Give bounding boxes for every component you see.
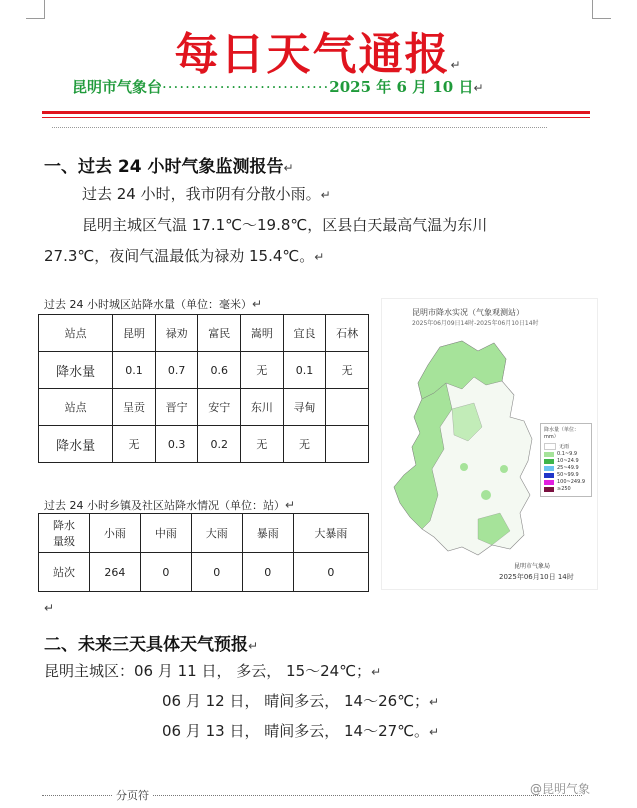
level-label-line2: 量级 <box>52 535 75 548</box>
map-title: 昆明市降水实况（气象观测站） <box>412 308 524 317</box>
crop-mark-top-right <box>592 0 611 19</box>
row-label: 站点 <box>39 315 113 352</box>
station-cell: 禄劝 <box>155 315 198 352</box>
map-legend <box>540 423 592 497</box>
row-label: 降水量 <box>39 426 113 463</box>
map-footer-org: 昆明市气象局 <box>514 563 551 570</box>
station-cell: 嵩明 <box>241 315 284 352</box>
paragraph-mark: ↵ <box>285 498 296 512</box>
section1-line2-text: 昆明主城区气温 17.1℃～19.8℃，区县白天最高气温为东川 <box>82 216 488 234</box>
table-row <box>39 426 369 463</box>
level-cell: 小雨 <box>89 514 140 553</box>
rain-cell: 0.6 <box>198 352 241 389</box>
legend-label: ≥250 <box>557 486 571 492</box>
level-cell: 大暴雨 <box>293 514 368 553</box>
station-cell: 石林 <box>326 315 369 352</box>
rain-cell: 无 <box>241 426 284 463</box>
table-row <box>39 514 369 553</box>
forecast-line-3 <box>162 720 439 741</box>
rain-cell: 0.1 <box>283 352 326 389</box>
rain-cell: 0.2 <box>198 426 241 463</box>
rain-cell <box>326 426 369 463</box>
paragraph-mark: ↵ <box>450 58 463 72</box>
legend-title: 降水量（单位：mm） <box>544 427 580 440</box>
paragraph-mark: ↵ <box>283 161 294 175</box>
issuer-dots: ····························· <box>162 78 330 96</box>
issuer-line <box>72 76 572 97</box>
table2-caption <box>44 497 295 513</box>
station-cell: 晋宁 <box>155 389 198 426</box>
forecast-line-2 <box>162 690 439 711</box>
legend-item <box>544 479 588 485</box>
section2-heading-text: 二、未来三天具体天气预报 <box>44 635 248 655</box>
count-cell: 0 <box>140 553 191 592</box>
legend-item <box>544 443 588 450</box>
map-subtitle: 2025年06月09日14时-2025年06月10日14时 <box>412 320 539 327</box>
rain-cell: 无 <box>113 426 156 463</box>
map-rain-spot <box>500 465 508 473</box>
forecast-area: 昆明主城区： <box>44 662 135 680</box>
count-cell: 264 <box>89 553 140 592</box>
legend-label: 0.1~9.9 <box>557 451 578 457</box>
legend-label: 25~49.9 <box>557 465 579 471</box>
rain-cell: 无 <box>241 352 284 389</box>
forecast-text: 06 月 13 日， 晴间多云， 14～27℃。 <box>162 722 430 740</box>
section1-line1 <box>82 183 331 204</box>
paragraph-mark: ↵ <box>473 81 484 95</box>
legend-label: 50~99.9 <box>557 472 579 478</box>
row-label: 站点 <box>39 389 113 426</box>
legend-label: 100~249.9 <box>557 479 586 485</box>
paragraph-mark: ↵ <box>429 695 440 709</box>
issuer-name: 昆明市气象台 <box>72 78 163 96</box>
watermark: @昆明气象 <box>530 782 591 796</box>
legend-swatch <box>544 473 554 478</box>
paragraph-mark: ↵ <box>371 665 382 679</box>
table-row <box>39 352 369 389</box>
rain-cell: 0.3 <box>155 426 198 463</box>
section1-line3 <box>44 245 324 266</box>
station-cell: 呈贡 <box>113 389 156 426</box>
level-cell: 暴雨 <box>242 514 293 553</box>
section1-heading <box>44 152 294 177</box>
station-cell <box>326 389 369 426</box>
row-label: 降水量 <box>39 352 113 389</box>
legend-swatch <box>544 480 554 485</box>
map-rain-spot <box>481 490 491 500</box>
legend-item <box>544 465 588 471</box>
legend-swatch <box>544 459 554 464</box>
map-footer-time: 2025年06月10日 14时 <box>499 573 574 581</box>
empty-paragraph <box>44 598 54 616</box>
station-cell: 富民 <box>198 315 241 352</box>
issue-date: 2025 年 6 月 10 日 <box>329 78 474 96</box>
paragraph-mark: ↵ <box>248 639 259 653</box>
map-rain-spot <box>460 463 468 471</box>
urban-rainfall-table <box>38 314 369 463</box>
rain-cell: 无 <box>283 426 326 463</box>
legend-swatch <box>544 466 554 471</box>
rainfall-map <box>381 298 598 590</box>
legend-label: 10~24.9 <box>557 458 579 464</box>
section1-heading-text: 一、过去 24 小时气象监测报告 <box>44 157 284 177</box>
rain-cell: 0.7 <box>155 352 198 389</box>
rain-cell: 0.1 <box>113 352 156 389</box>
crop-mark-top-left <box>26 0 45 19</box>
document-title-text: 每日天气通报 <box>174 29 451 80</box>
table2-caption-text: 过去 24 小时乡镇及社区站降水情况（单位：站） <box>44 499 285 512</box>
forecast-line-1 <box>44 660 381 681</box>
count-cell: 0 <box>293 553 368 592</box>
page-break-label: 分页符 <box>112 787 153 803</box>
station-cell: 安宁 <box>198 389 241 426</box>
count-cell: 0 <box>191 553 242 592</box>
legend-swatch <box>544 443 556 450</box>
forecast-text: 06 月 11 日， 多云， 15～24℃； <box>134 662 372 680</box>
township-rainfall-table <box>38 513 369 592</box>
level-cell: 大雨 <box>191 514 242 553</box>
level-cell: 中雨 <box>140 514 191 553</box>
red-rule-thin <box>42 117 590 118</box>
forecast-text: 06 月 12 日， 晴间多云， 14～26℃； <box>162 692 430 710</box>
station-cell: 昆明 <box>113 315 156 352</box>
legend-label: 无雨 <box>559 444 570 450</box>
legend-item <box>544 486 588 492</box>
station-cell: 东川 <box>241 389 284 426</box>
red-rule-thick <box>42 111 590 114</box>
section1-line3-text: 27.3℃，夜间气温最低为禄劝 15.4℃。 <box>44 247 315 265</box>
count-cell: 0 <box>242 553 293 592</box>
station-cell: 宜良 <box>283 315 326 352</box>
legend-item <box>544 472 588 478</box>
legend-swatch <box>544 487 554 492</box>
table1-caption-text: 过去 24 小时城区站降水量（单位：毫米） <box>44 298 252 311</box>
paragraph-mark: ↵ <box>320 188 331 202</box>
row-label: 站次 <box>39 553 90 592</box>
section2-heading <box>44 630 258 655</box>
header-dotted-line <box>52 127 547 128</box>
legend-item <box>544 458 588 464</box>
table1-caption <box>44 296 262 312</box>
legend-swatch <box>544 452 554 457</box>
table-row <box>39 315 369 352</box>
section1-line1-text: 过去 24 小时，我市阴有分散小雨。 <box>82 185 321 203</box>
table-row <box>39 389 369 426</box>
section1-line2 <box>82 214 487 235</box>
paragraph-mark: ↵ <box>429 725 440 739</box>
level-label-line1: 降水 <box>52 519 75 532</box>
station-cell: 寻甸 <box>283 389 326 426</box>
row-label <box>39 514 90 553</box>
rain-cell: 无 <box>326 352 369 389</box>
paragraph-mark: ↵ <box>44 601 55 615</box>
table-row <box>39 553 369 592</box>
paragraph-mark: ↵ <box>252 297 263 311</box>
document-title <box>0 18 637 82</box>
paragraph-mark: ↵ <box>314 250 325 264</box>
legend-item <box>544 451 588 457</box>
